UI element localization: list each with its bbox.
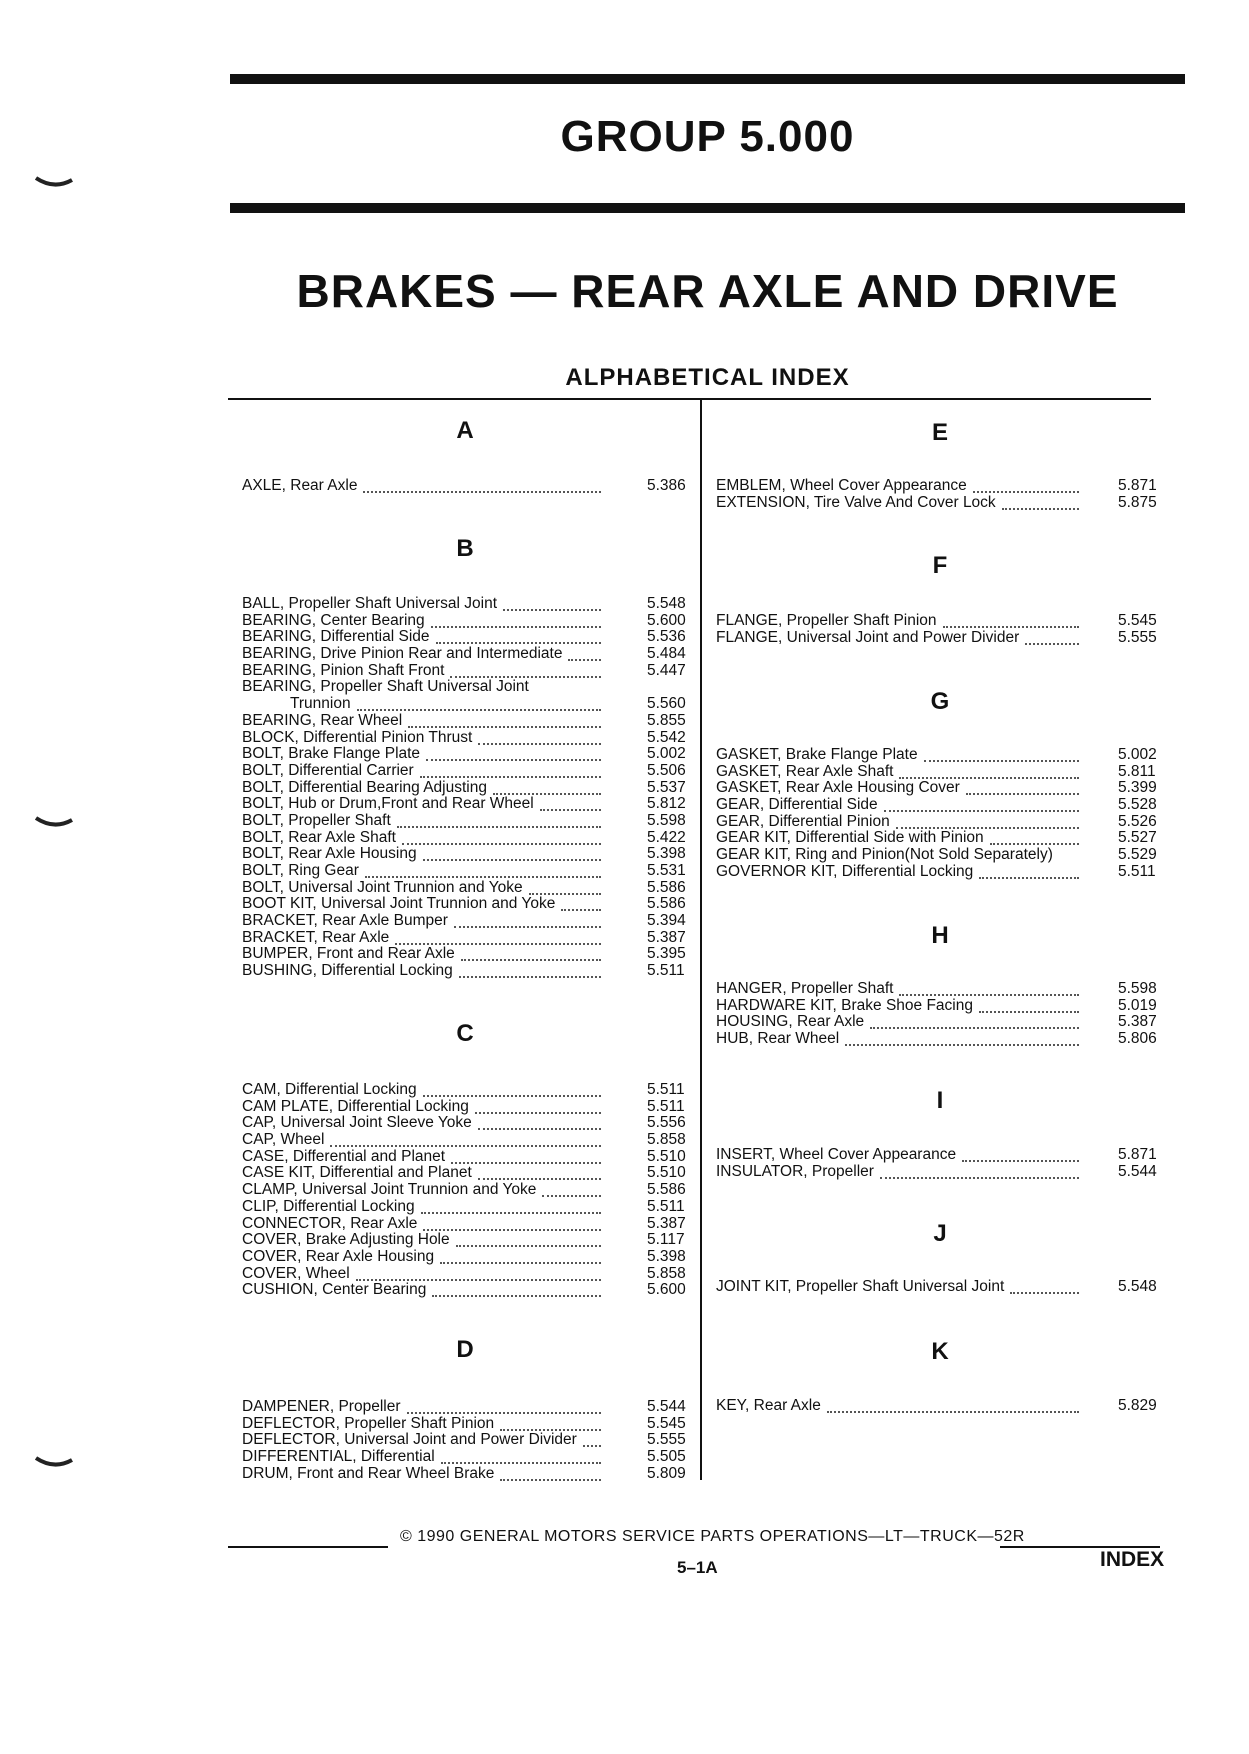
entry-text: BALL, Propeller Shaft Universal Joint [242,595,498,612]
index-entry [716,864,1171,881]
entry-page-number: 5.510 [647,1164,686,1182]
entry-page-number: 5.511 [647,1081,685,1098]
dot-leader [540,807,601,811]
dot-leader [542,1193,601,1197]
entry-text: COVER, Wheel [242,1264,350,1282]
index-entry [242,679,697,696]
index-entry [242,946,697,963]
entry-page-number: 5.387 [647,1214,686,1232]
entry-page-number: 5.811 [1118,762,1156,780]
entry-text: DRUM, Front and Rear Wheel Brake [242,1464,495,1482]
entry-text: BEARING, Center Bearing [242,611,425,629]
dot-leader [408,724,601,728]
dot-leader [426,757,601,761]
section-letter-e: E [931,419,949,446]
dot-leader [365,874,601,878]
section-letter-b: B [456,535,474,562]
section-k-entries [716,1398,1171,1415]
entry-text: Trunnion [290,695,351,713]
dot-leader [461,957,601,961]
entry-page-number: 5.871 [1118,477,1157,494]
entry-page-number: 5.598 [1118,980,1157,997]
dot-leader [423,1093,601,1097]
entry-text: BOLT, Differential Carrier [242,761,414,779]
index-entry [242,596,697,613]
dot-leader [397,824,601,828]
entry-text: CASE KIT, Differential and Planet [242,1164,472,1182]
dot-leader [943,624,1079,628]
section-letter-a: A [456,417,474,444]
entry-text: BUMPER, Front and Rear Axle [242,945,455,963]
index-entry [242,1132,697,1149]
index-entry [716,764,1171,781]
entry-text: DEFLECTOR, Universal Joint and Power Divider [242,1431,577,1449]
section-f-entries [716,613,1171,646]
entry-page-number: 5.545 [647,1414,686,1432]
entry-page-number: 5.544 [1118,1162,1157,1180]
dot-leader [1010,1290,1079,1294]
dot-leader [357,707,601,711]
entry-text: BEARING, Propeller Shaft Universal Joint [242,678,529,696]
dot-leader [478,1126,601,1130]
entry-page-number: 5.387 [647,928,686,946]
dot-leader [478,1176,601,1180]
section-letter-c: C [456,1020,474,1047]
entry-text: CLAMP, Universal Joint Trunnion and Yoke [242,1181,537,1199]
index-entry [716,797,1171,814]
entry-text: BOLT, Universal Joint Trunnion and Yoke [242,878,523,896]
index-entry [242,646,697,663]
index-entry [242,1282,697,1299]
dot-leader [500,1427,601,1431]
entry-text: CONNECTOR, Rear Axle [242,1214,418,1232]
entry-text: BEARING, Rear Wheel [242,711,403,729]
index-entry [242,1266,697,1283]
index-entry [716,613,1171,630]
dot-leader [493,791,601,795]
dot-leader [451,1160,601,1164]
entry-text: FLANGE, Universal Joint and Power Divider [716,628,1020,646]
entry-text: HOUSING, Rear Axle [716,1013,865,1031]
index-entry [242,1466,697,1483]
entry-page-number: 5.422 [647,828,686,846]
entry-page-number: 5.858 [647,1264,686,1282]
entry-text: BRACKET, Rear Axle [242,928,390,946]
index-entry [242,863,697,880]
dot-leader [395,941,601,945]
entry-page-number: 5.531 [647,862,686,879]
index-entry [242,930,697,947]
footer-copyright: © 1990 GENERAL MOTORS SERVICE PARTS OPERATIONS—LT—TRUCK—52R [400,1528,1025,1545]
binder-hole-mark [35,1456,73,1468]
entry-text: CAM, Differential Locking [242,1081,417,1098]
entry-page-number: 5.545 [1118,612,1157,629]
dot-leader [884,808,1079,812]
dot-leader [880,1175,1079,1179]
entry-text: INSULATOR, Propeller [716,1162,874,1180]
entry-page-number: 5.511 [647,962,685,980]
index-entry [716,780,1171,797]
footer-rule-left [228,1546,388,1548]
entry-page-number: 5.510 [647,1147,686,1165]
section-e-entries [716,478,1171,511]
index-entry [242,913,697,930]
entry-page-number: 5.399 [1118,779,1157,797]
entry-text: BRACKET, Rear Axle Bumper [242,912,448,930]
dot-leader [478,741,601,745]
dot-leader [870,1025,1079,1029]
section-b-entries [242,596,697,980]
dot-leader [529,891,601,895]
entry-text: COVER, Rear Axle Housing [242,1247,435,1265]
header-rule [230,203,1185,213]
dot-leader [407,1410,601,1414]
section-letter-f: F [932,552,948,579]
dot-leader [568,657,601,661]
entry-text: BLOCK, Differential Pinion Thrust [242,728,473,746]
entry-text: BEARING, Differential Side [242,628,430,646]
dot-leader [990,841,1079,845]
entry-text: COVER, Brake Adjusting Hole [242,1231,450,1249]
index-entry [242,796,697,813]
index-entry [716,830,1171,847]
entry-page-number: 5.398 [647,845,686,863]
entry-page-number: 5.511 [647,1197,685,1215]
dot-leader [966,791,1079,795]
entry-text: BEARING, Pinion Shaft Front [242,661,445,679]
entry-page-number: 5.871 [1118,1146,1157,1163]
entry-page-number: 5.560 [647,695,686,713]
index-entry [242,1449,697,1466]
entry-page-number: 5.586 [647,1181,686,1199]
entry-page-number: 5.598 [647,811,686,829]
index-entry [242,478,697,495]
entry-text: AXLE, Rear Axle [242,477,358,494]
entry-page-number: 5.526 [1118,812,1157,830]
index-entry [242,1082,697,1099]
index-entry [716,1014,1171,1031]
entry-page-number: 5.600 [647,1281,686,1299]
index-entry [242,1216,697,1233]
dot-leader [924,758,1079,762]
entry-text: JOINT KIT, Propeller Shaft Universal Joint [716,1278,1005,1295]
dot-leader [583,1443,601,1447]
index-entry [242,629,697,646]
entry-page-number: 5.586 [647,878,686,896]
index-entry [716,981,1171,998]
entry-text: GEAR KIT, Differential Side with Pinion [716,829,984,847]
index-entry [716,495,1171,512]
dot-leader [899,992,1079,996]
dot-leader [454,924,601,928]
section-letter-g: G [930,688,950,715]
index-entry [242,963,697,980]
entry-page-number: 5.555 [1118,628,1157,646]
entry-page-number: 5.506 [647,761,686,779]
section-d-entries [242,1399,697,1482]
entry-page-number: 5.542 [647,728,686,746]
entry-text: GOVERNOR KIT, Differential Locking [716,862,974,880]
dot-leader [827,1409,1079,1413]
entry-page-number: 5.556 [647,1114,686,1132]
entry-text: GASKET, Rear Axle Shaft [716,762,894,780]
index-entry [716,1031,1171,1048]
section-i-entries [716,1147,1171,1180]
entry-text: BOLT, Brake Flange Plate [242,745,421,763]
index-entry [716,1398,1171,1415]
entry-text: GASKET, Rear Axle Housing Cover [716,779,960,797]
entry-text: EMBLEM, Wheel Cover Appearance [716,477,967,494]
entry-text: HANGER, Propeller Shaft [716,980,894,997]
index-entry [716,1279,1171,1296]
dot-leader [845,1042,1079,1046]
index-entry [242,613,697,630]
entry-page-number: 5.002 [647,745,686,763]
dot-leader [356,1277,601,1281]
entry-page-number: 5.536 [647,628,686,646]
entry-text: BOLT, Propeller Shaft [242,811,391,829]
entry-text: CUSHION, Center Bearing [242,1281,427,1299]
index-entry [242,763,697,780]
dot-leader [979,1009,1079,1013]
dot-leader [456,1243,601,1247]
entry-page-number: 5.019 [1118,996,1157,1014]
entry-page-number: 5.484 [647,645,686,663]
section-h-entries [716,981,1171,1048]
dot-leader [423,857,601,861]
entry-text: BOLT, Hub or Drum,Front and Rear Wheel [242,795,534,813]
dot-leader [440,1260,601,1264]
index-entry [242,1099,697,1116]
dot-leader [973,489,1079,493]
dot-leader [420,774,601,778]
index-entry [716,747,1171,764]
index-entry [242,730,697,747]
entry-page-number: 5.829 [1118,1397,1157,1414]
index-entry [242,696,697,713]
entry-page-number: 5.386 [647,477,686,494]
index-entry [716,998,1171,1015]
entry-page-number: 5.505 [647,1448,686,1466]
index-entry [242,830,697,847]
dot-leader [1002,506,1079,510]
dot-leader [1025,641,1079,645]
top-rule [230,74,1185,84]
entry-page-number: 5.806 [1118,1030,1157,1048]
entry-page-number: 5.529 [1118,846,1157,864]
index-entry [242,813,697,830]
section-letter-h: H [931,922,949,949]
entry-page-number: 5.875 [1118,493,1157,511]
dot-leader [421,1210,601,1214]
dot-leader [561,907,601,911]
index-rule [228,398,1151,400]
entry-text: CLIP, Differential Locking [242,1197,415,1215]
dot-leader [441,1460,601,1464]
index-entry [242,780,697,797]
entry-text: CAP, Wheel [242,1131,325,1149]
index-entry [716,814,1171,831]
index-entry [242,1232,697,1249]
entry-page-number: 5.395 [647,945,686,963]
index-entry [242,713,697,730]
index-entry [242,663,697,680]
entry-text: DEFLECTOR, Propeller Shaft Pinion [242,1414,495,1432]
entry-text: GEAR, Differential Side [716,796,878,814]
index-entry [716,1147,1171,1164]
entry-text: BEARING, Drive Pinion Rear and Intermediate [242,645,563,663]
dot-leader [431,624,601,628]
entry-page-number: 5.527 [1118,829,1157,847]
page-number: 5–1A [677,1558,718,1577]
entry-text: CASE, Differential and Planet [242,1147,446,1165]
entry-text: GEAR KIT, Ring and Pinion(Not Sold Separately) [716,846,1053,864]
entry-text: FLANGE, Propeller Shaft Pinion [716,612,937,629]
dot-leader [475,1110,601,1114]
entry-page-number: 5.855 [647,711,686,729]
index-entry [242,1182,697,1199]
section-g-entries [716,747,1171,881]
entry-text: GASKET, Brake Flange Plate [716,746,918,763]
entry-text: KEY, Rear Axle [716,1397,821,1414]
index-subtitle: ALPHABETICAL INDEX [565,364,850,391]
index-entry [242,1149,697,1166]
dot-leader [432,1293,601,1297]
index-entry [242,896,697,913]
index-entry [242,1165,697,1182]
entry-page-number: 5.809 [647,1464,686,1482]
section-j-entries [716,1279,1171,1296]
column-divider [700,400,702,1480]
entry-page-number: 5.511 [1118,862,1156,880]
entry-page-number: 5.537 [647,778,686,796]
index-entry [716,478,1171,495]
group-title: GROUP 5.000 [560,112,855,161]
section-letter-d: D [456,1336,474,1363]
dot-leader [330,1143,601,1147]
entry-text: DIFFERENTIAL, Differential [242,1448,435,1466]
section-letter-i: I [936,1087,944,1114]
entry-page-number: 5.447 [647,661,686,679]
entry-text: BOLT, Rear Axle Shaft [242,828,396,846]
entry-page-number: 5.586 [647,895,686,913]
entry-text: BOOT KIT, Universal Joint Trunnion and Yoke [242,895,556,913]
dot-leader [402,841,601,845]
dot-leader [503,607,601,611]
entry-page-number: 5.528 [1118,796,1157,814]
dot-leader [899,775,1079,779]
entry-text: GEAR, Differential Pinion [716,812,890,830]
dot-leader [500,1477,601,1481]
section-letter-k: K [931,1338,949,1365]
entry-page-number: 5.600 [647,611,686,629]
dot-leader [459,974,601,978]
index-entry [716,847,1171,864]
binder-hole-mark [35,816,73,828]
index-entry [242,1115,697,1132]
entry-page-number: 5.812 [647,795,686,813]
entry-text: CAP, Universal Joint Sleeve Yoke [242,1114,472,1132]
entry-page-number: 5.548 [647,595,686,612]
entry-page-number: 5.394 [647,912,686,930]
entry-page-number: 5.555 [647,1431,686,1449]
section-letter-j: J [933,1220,947,1247]
section-a-entries [242,478,697,495]
index-entry [716,630,1171,647]
entry-page-number: 5.544 [647,1398,686,1415]
index-entry [716,1164,1171,1181]
index-entry [242,1249,697,1266]
dot-leader [962,1158,1079,1162]
dot-leader [450,674,601,678]
dot-leader [436,640,601,644]
entry-page-number: 5.387 [1118,1013,1157,1031]
entry-text: INSERT, Wheel Cover Appearance [716,1146,957,1163]
dot-leader [896,825,1079,829]
entry-text: BOLT, Ring Gear [242,862,359,879]
dot-leader [423,1227,601,1231]
dot-leader [363,489,601,493]
index-entry [242,846,697,863]
index-entry [242,880,697,897]
entry-text: EXTENSION, Tire Valve And Cover Lock [716,493,996,511]
entry-text: DAMPENER, Propeller [242,1398,401,1415]
index-entry [242,1416,697,1433]
index-entry [242,1199,697,1216]
entry-text: HUB, Rear Wheel [716,1030,840,1048]
binder-hole-mark [35,176,73,188]
page-title: BRAKES — REAR AXLE AND DRIVE [296,265,1119,317]
index-entry [242,1432,697,1449]
section-c-entries [242,1082,697,1299]
index-entry [242,746,697,763]
entry-text: CAM PLATE, Differential Locking [242,1097,469,1115]
entry-page-number: 5.548 [1118,1278,1157,1295]
entry-text: BOLT, Differential Bearing Adjusting [242,778,487,796]
entry-page-number: 5.511 [647,1097,685,1115]
dot-leader [979,875,1079,879]
entry-page-number: 5.117 [647,1231,685,1249]
entry-text: BOLT, Rear Axle Housing [242,845,417,863]
entry-page-number: 5.398 [647,1247,686,1265]
entry-page-number: 5.858 [647,1131,686,1149]
section-label: INDEX [1100,1548,1165,1571]
entry-text: HARDWARE KIT, Brake Shoe Facing [716,996,973,1014]
entry-text: BUSHING, Differential Locking [242,962,453,980]
index-entry [242,1399,697,1416]
entry-page-number: 5.002 [1118,746,1157,763]
